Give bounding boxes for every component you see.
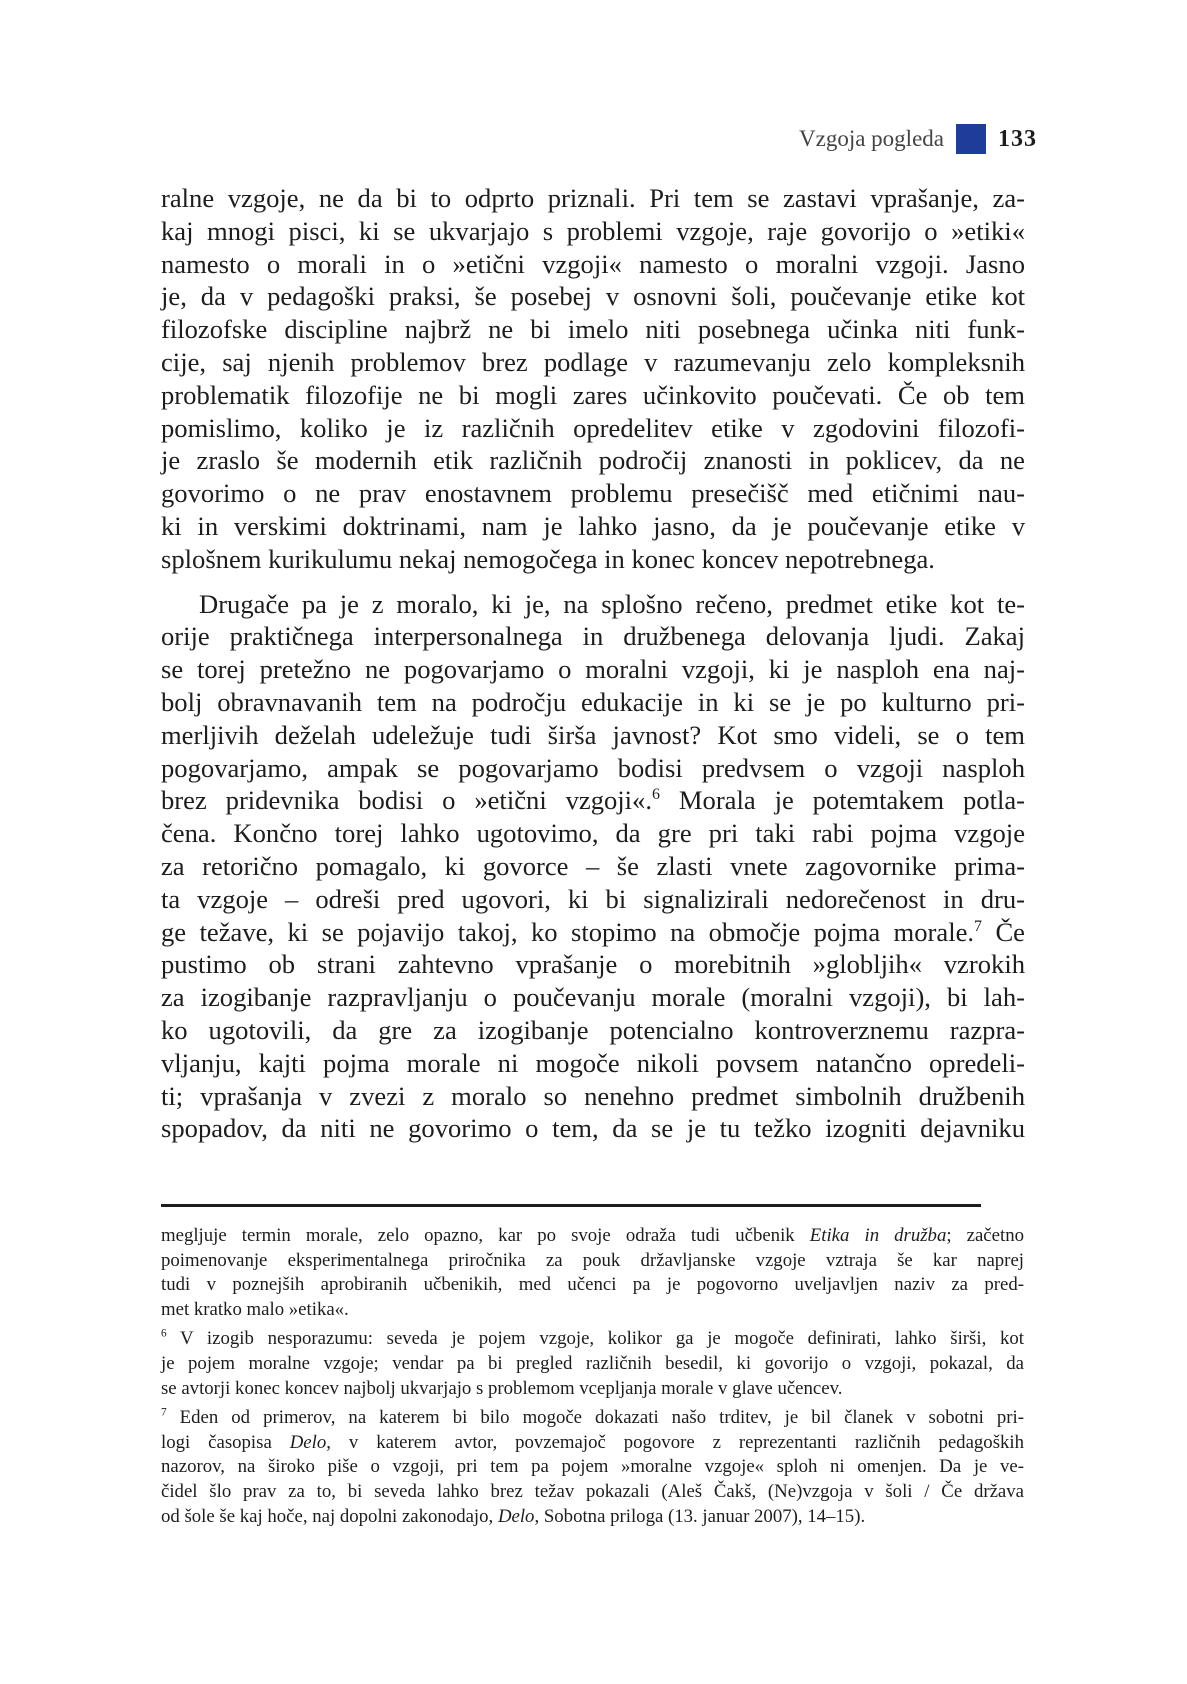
footnote-line: met kratko malo »etika«. [161,1298,349,1320]
footnote-line [161,1505,1024,1530]
running-head-title: Vzgoja pogleda [799,126,944,151]
book-title: Etika in družba [809,1225,947,1246]
footnote-ref-6[interactable]: 6 [652,786,660,804]
footnote-line: čidel šlo prav za to, bi seveda lahko brez težav pokazali (Aleš Čakš, (Ne)vzgoja v šoli / Če država [161,1480,1024,1502]
text-line [161,916,1025,949]
text-line: orije praktičnega interpersonalnega in družbenega delovanja ljudi. Zakaj [161,621,1025,652]
text-span: , v katerem avtor, povzemajoč pogovore z reprezentanti različnih pedagoških [326,1431,1024,1453]
text-span: ge težave, ki se pojavijo takoj, ko stopimo na območje pojma morale. [161,916,975,947]
text-span: ; začetno [946,1225,1024,1246]
paragraph-gap [161,576,1025,588]
text-line: kaj mnogi pisci, ki se ukvarjajo s problemi vzgoje, raje govorijo o »etiki« [161,215,1025,246]
footnote-line [161,1327,1024,1352]
footnote-ref-7[interactable]: 7 [974,917,983,935]
text-line: spopadov, da niti ne govorimo o tem, da se je tu težko izogniti dejavniku [161,1113,1025,1144]
text-line: čena. Končno torej lahko ugotovimo, da gre pri taki rabi pojma vzgoje [161,818,1025,849]
footnote-divider [161,1204,981,1207]
footnote-line: je pojem moralne vzgoje; vendar pa bi pregled različnih besedil, ki govorijo o vzgoji, pokazal, da [161,1352,1024,1374]
text-line: merljivih deželah udeležuje tudi širša javnost? Kot smo videli, se o tem [161,719,1025,750]
footnotes [161,1224,1024,1529]
running-head [799,124,1037,154]
text-line [161,784,1025,817]
footnote-line [161,1406,1024,1431]
footnote-marker-7: 7 [161,1406,167,1419]
text-line: ko ugotovili, da gre za izogibanje potencialno kontroverznemu razpra- [161,1014,1025,1045]
text-span: , Sobotna priloga (13. januar 2007), 14–15). [534,1505,866,1527]
text-line: je zraslo še modernih etik različnih področij znanosti in poklicev, da ne [161,445,1025,476]
footnote-marker-6: 6 [161,1328,167,1341]
text-line: za izogibanje razpravljanju o poučevanju morale (moralni vzgoji), bi lah- [161,982,1025,1013]
text-line: ta vzgoje – odreši pred ugovori, ki bi signalizirali nedorečenost in dru- [161,883,1025,914]
text-span: logi časopisa [161,1431,290,1453]
footnote-6 [161,1327,1024,1401]
text-line: pomislimo, koliko je iz različnih opredelitev etike v zgodovini filozofi- [161,412,1025,443]
text-line: cije, saj njenih problemov brez podlage v razumevanju zelo kompleksnih [161,346,1025,377]
text-line: namesto o morali in o »etični vzgoji« namesto o moralni vzgoji. Jasno [161,248,1025,279]
text-span: brez pridevnika bodisi o »etični vzgoji«. [161,785,653,816]
newspaper-title: Delo [497,1505,535,1527]
page-number: 133 [998,125,1037,152]
newspaper-title: Delo [289,1431,327,1453]
footnote-line: se avtorji konec koncev najbolj ukvarjajo s problemom vcepljanja morale v glave učencev. [161,1377,843,1399]
text-line: govorimo o ne prav enostavnem problemu presečišč med etičnimi nau- [161,478,1025,509]
footnote-line: nazorov, na široko piše o vzgoji, pri tem pa pojem »moralne vzgoje« sploh ni omenjen. Da je ve- [161,1456,1024,1478]
paragraph-1 [161,182,1025,576]
text-line: pustimo ob strani zahtevno vprašanje o morebitnih »globljih« vzrokih [161,949,1025,980]
text-line: ralne vzgoje, ne da bi to odprto priznali. Pri tem se zastavi vprašanje, za- [161,183,1025,213]
text-line: ti; vprašanja v zvezi z moralo so nenehno predmet simbolnih družbenih [161,1080,1025,1111]
text-line: Drugače pa je z moralo, ki je, na splošno rečeno, predmet etike kot te- [199,588,1025,619]
text-line: je, da v pedagoški praksi, še posebej v osnovni šoli, poučevanje etike kot [161,281,1025,312]
footnote-7 [161,1406,1024,1529]
text-line: ki in verskimi doktrinami, nam je lahko jasno, da je poučevanje etike v [161,510,1025,541]
blue-square-marker [956,124,986,154]
footnote-line [161,1224,1024,1249]
text-span: Če [982,916,1025,947]
footnote-line: tudi v poznejših aprobiranih učbenikih, med učenci pa je pogovorno uveljavljen naziv za pred- [161,1274,1024,1296]
text-line: problematik filozofije ne bi mogli zares učinkovito poučevati. Če ob tem [161,379,1025,410]
footnote-line [161,1431,1024,1456]
footnote-5-continued [161,1224,1024,1322]
footnote-line: poimenovanje eksperimentalnega priročnika za pouk državljanske vzgoje vztraja še kar naprej [161,1249,1024,1271]
text-line: splošnem kurikulumu nekaj nemogočega in konec koncev nepotrebnega. [161,543,935,574]
paragraph-2 [161,588,1025,1146]
text-line: za retorično pomagalo, ki govorce – še zlasti vnete zagovornike prima- [161,850,1025,881]
text-span: Morala je potemtakem potla- [660,785,1026,816]
text-span: megljuje termin morale, zelo opazno, kar po svoje odraža tudi učbenik [161,1225,810,1246]
text-span: V izogib nesporazumu: seveda je pojem vzgoje, kolikor ga je mogoče definirati, lahko širši, kot [166,1328,1024,1350]
text-line: bolj obravnavanih tem na področju edukacije in ki se je po kulturno pri- [161,686,1025,717]
text-line: se torej pretežno ne pogovarjamo o moralni vzgoji, ki je nasploh ena naj- [161,654,1025,685]
text-line: pogovarjamo, ampak se pogovarjamo bodisi predvsem o vzgoji nasploh [161,752,1025,783]
text-line: vljanju, kajti pojma morale ni mogoče nikoli povsem natančno opredeli- [161,1047,1025,1078]
text-line: filozofske discipline najbrž ne bi imelo niti posebnega učinka niti funk- [161,314,1025,345]
text-span: Eden od primerov, na katerem bi bilo mogoče dokazati našo trditev, je bil članek v sobotni pri- [166,1407,1024,1429]
text-span: od šole še kaj hoče, naj dopolni zakonodajo, [161,1505,498,1527]
main-text [161,182,1025,1145]
